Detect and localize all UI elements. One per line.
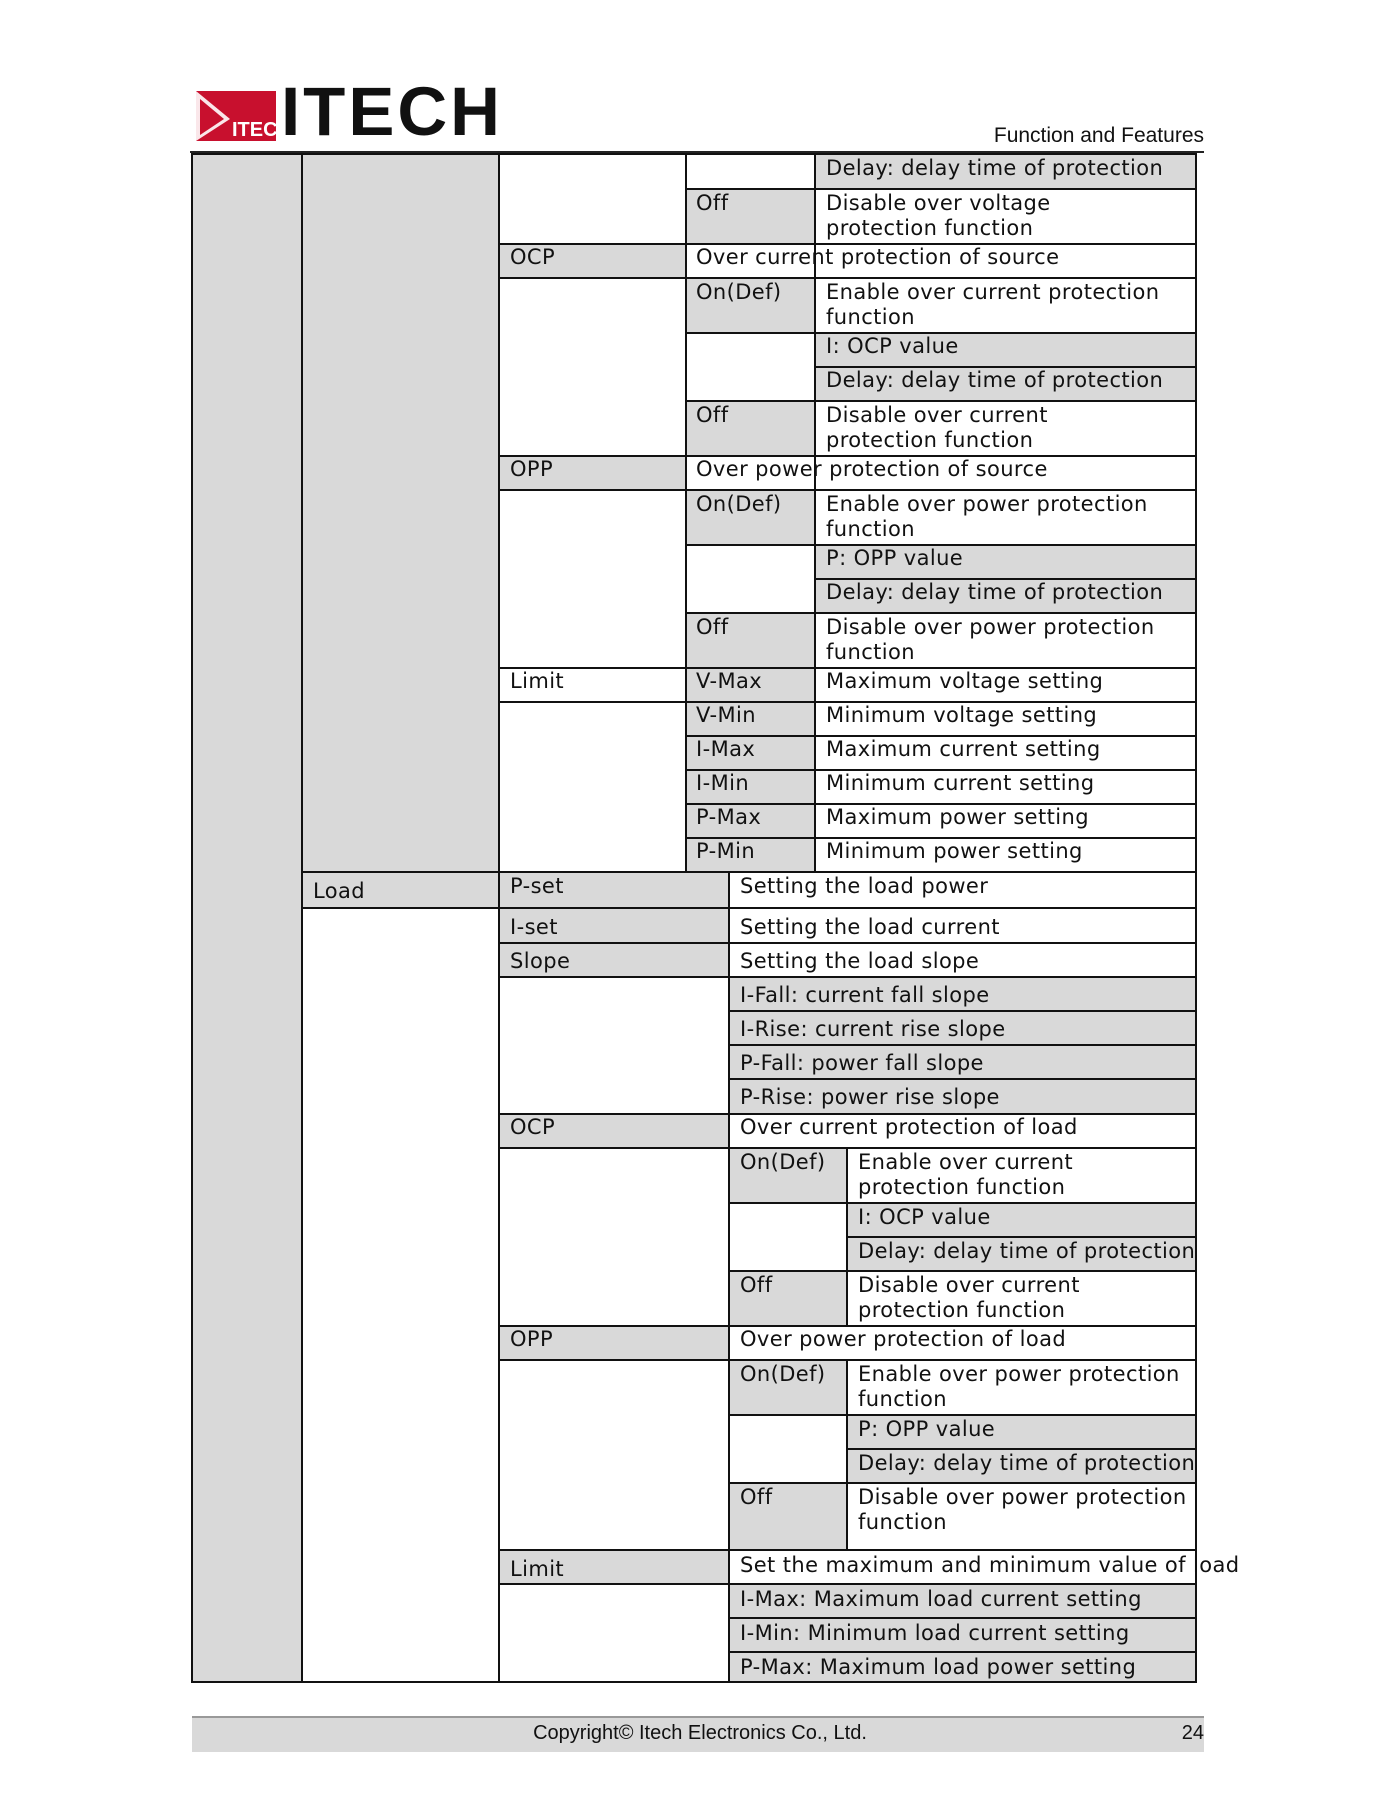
rule bbox=[685, 612, 1197, 614]
source-ocp-title: Over current protection of source bbox=[696, 245, 1060, 269]
rule bbox=[498, 1549, 1197, 1551]
rule bbox=[728, 1482, 1197, 1484]
rule bbox=[498, 1147, 1197, 1149]
ovp-off-key: Off bbox=[696, 191, 729, 215]
rule bbox=[685, 188, 1197, 190]
load-slope-label: Slope bbox=[510, 949, 571, 973]
page-number: 24 bbox=[1181, 1722, 1204, 1744]
load-iset-label: I-set bbox=[510, 915, 558, 939]
logo-badge-text: ITECH bbox=[232, 119, 292, 141]
load-limit-item: P-Max: Maximum load power setting bbox=[740, 1655, 1137, 1679]
source-opp-off-desc: Disable over power protection function bbox=[826, 615, 1155, 664]
source-opp-value: P: OPP value bbox=[826, 546, 964, 570]
load-opp-on-key: On(Def) bbox=[740, 1362, 826, 1386]
source-ocp-off-key: Off bbox=[696, 403, 729, 427]
source-limit-key: P-Min bbox=[696, 839, 756, 863]
load-limit-desc: Set the maximum and minimum value of load bbox=[740, 1553, 1240, 1577]
load-opp-delay: Delay: delay time of protection bbox=[858, 1451, 1196, 1475]
load-opp-title: Over power protection of load bbox=[740, 1327, 1067, 1351]
load-slope-item: I-Rise: current rise slope bbox=[740, 1017, 1006, 1041]
source-limit-key: I-Max bbox=[696, 737, 756, 761]
rule bbox=[846, 1360, 848, 1550]
source-opp-on-desc: Enable over power protection function bbox=[826, 492, 1148, 541]
rule bbox=[498, 942, 1197, 944]
load-opp-label: OPP bbox=[510, 1327, 554, 1351]
source-limit-key: V-Max bbox=[696, 669, 763, 693]
rule bbox=[301, 871, 1197, 873]
rule bbox=[1195, 153, 1197, 1683]
rule bbox=[728, 1617, 1197, 1619]
load-label: Load bbox=[313, 879, 365, 903]
source-ocp-off-desc: Disable over current protection function bbox=[826, 403, 1048, 452]
rule bbox=[728, 1651, 1197, 1653]
rule bbox=[685, 400, 1197, 402]
load-opp-off-key: Off bbox=[740, 1485, 773, 1509]
rule bbox=[498, 489, 1197, 491]
rule bbox=[728, 872, 730, 1683]
source-limit-key: V-Min bbox=[696, 703, 756, 727]
load-ocp-off-desc: Disable over current protection function bbox=[858, 1273, 1080, 1322]
rule bbox=[728, 1202, 1197, 1204]
load-ocp-off-key: Off bbox=[740, 1273, 773, 1297]
source-opp-off-key: Off bbox=[696, 615, 729, 639]
rule bbox=[191, 153, 1197, 155]
source-limit-key: I-Min bbox=[696, 771, 750, 795]
rule bbox=[728, 1414, 1197, 1416]
source-ocp-on-key: On(Def) bbox=[696, 280, 782, 304]
load-opp-off-desc: Disable over power protection function bbox=[858, 1485, 1187, 1534]
rule bbox=[498, 976, 1197, 978]
load-slope-item: I-Fall: current fall slope bbox=[740, 983, 990, 1007]
source-ocp-delay: Delay: delay time of protection bbox=[826, 368, 1164, 392]
source-opp-on-key: On(Def) bbox=[696, 492, 782, 516]
rule bbox=[728, 1044, 1197, 1046]
load-limit-item: I-Min: Minimum load current setting bbox=[740, 1621, 1130, 1645]
source-limit-desc: Minimum current setting bbox=[826, 771, 1095, 795]
load-ocp-on-desc: Enable over current protection function bbox=[858, 1150, 1074, 1199]
rule bbox=[728, 1010, 1197, 1012]
source-limit-desc: Maximum current setting bbox=[826, 737, 1101, 761]
load-pset-desc: Setting the load power bbox=[740, 874, 989, 898]
source-limit-desc: Maximum power setting bbox=[826, 805, 1089, 829]
source-limit-desc: Minimum power setting bbox=[826, 839, 1083, 863]
source-limit-label: Limit bbox=[510, 669, 565, 693]
rule bbox=[498, 277, 1197, 279]
source-opp-delay: Delay: delay time of protection bbox=[826, 580, 1164, 604]
load-pset-label: P-set bbox=[510, 874, 564, 898]
rule bbox=[301, 907, 1197, 909]
load-ocp-title: Over current protection of load bbox=[740, 1115, 1078, 1139]
rule bbox=[728, 1078, 1197, 1080]
rule bbox=[191, 1681, 1197, 1683]
rule bbox=[498, 1583, 1197, 1585]
load-slope-item: P-Rise: power rise slope bbox=[740, 1085, 1000, 1109]
rule bbox=[301, 153, 303, 1683]
rule bbox=[498, 153, 500, 1683]
rule bbox=[728, 1270, 1197, 1272]
rule bbox=[498, 1359, 1197, 1361]
rule bbox=[685, 153, 687, 872]
ovp-off-desc: Disable over voltage protection function bbox=[826, 191, 1051, 240]
rule bbox=[846, 1448, 1197, 1450]
section-title: Function and Features bbox=[993, 124, 1204, 147]
load-ocp-delay: Delay: delay time of protection bbox=[858, 1239, 1196, 1263]
load-ocp-label: OCP bbox=[510, 1115, 556, 1139]
load-opp-on-desc: Enable over power protection function bbox=[858, 1362, 1180, 1411]
load-ocp-on-key: On(Def) bbox=[740, 1150, 826, 1174]
load-opp-value: P: OPP value bbox=[858, 1417, 996, 1441]
source-opp-title: Over power protection of source bbox=[696, 457, 1048, 481]
load-ocp-value: I: OCP value bbox=[858, 1205, 991, 1229]
logo-wordmark: ITECH bbox=[281, 73, 503, 150]
load-slope-desc: Setting the load slope bbox=[740, 949, 980, 973]
source-limit-desc: Maximum voltage setting bbox=[826, 669, 1104, 693]
load-iset-desc: Setting the load current bbox=[740, 915, 1000, 939]
rule bbox=[846, 1236, 1197, 1238]
source-limit-key: P-Max bbox=[696, 805, 762, 829]
source-ocp-label: OCP bbox=[510, 245, 556, 269]
load-slope-item: P-Fall: power fall slope bbox=[740, 1051, 984, 1075]
source-opp-label: OPP bbox=[510, 457, 554, 481]
rule bbox=[191, 153, 193, 1683]
source-limit-desc: Minimum voltage setting bbox=[826, 703, 1098, 727]
footer-copyright: Copyright© Itech Electronics Co., Ltd. bbox=[533, 1722, 867, 1744]
col1-band bbox=[192, 153, 302, 1682]
load-limit-label: Limit bbox=[510, 1557, 565, 1581]
col2-band-source bbox=[302, 153, 499, 872]
itech-logo-icon bbox=[196, 91, 292, 141]
load-limit-item: I-Max: Maximum load current setting bbox=[740, 1587, 1142, 1611]
ovp-delay: Delay: delay time of protection bbox=[826, 156, 1164, 180]
source-ocp-on-desc: Enable over current protection function bbox=[826, 280, 1160, 329]
source-ocp-value: I: OCP value bbox=[826, 334, 959, 358]
